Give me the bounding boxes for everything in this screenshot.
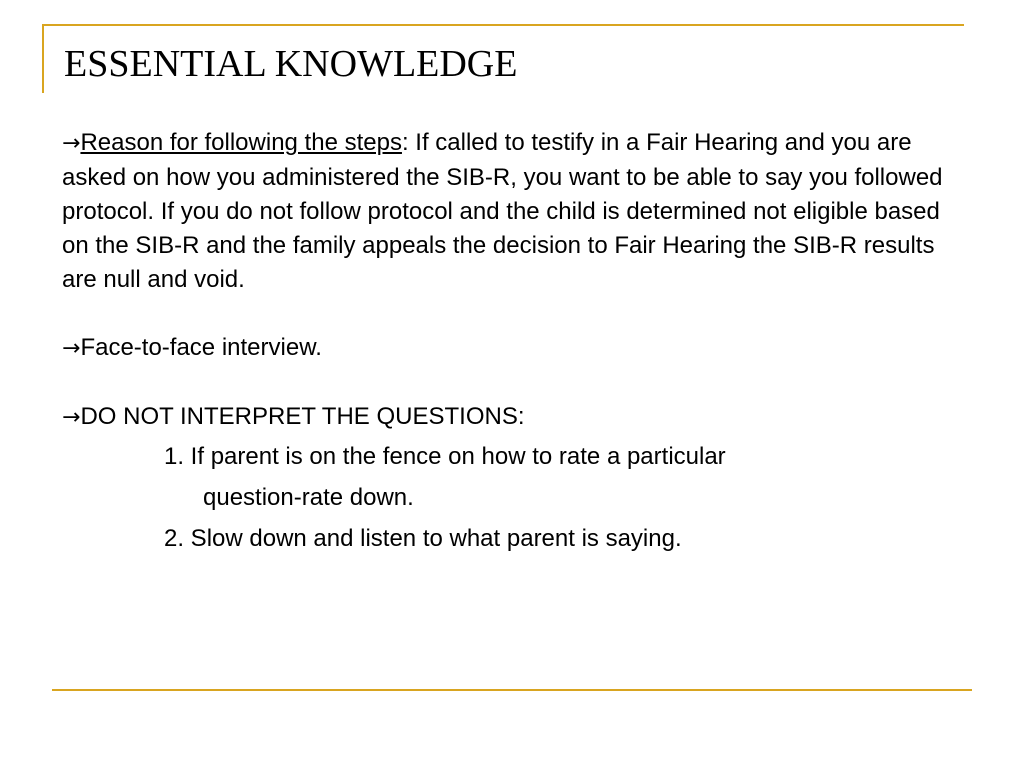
sub-item-slow-down: 2. Slow down and listen to what parent is saying.: [164, 525, 682, 552]
top-border-rule: [43, 24, 964, 26]
arrow-bullet-icon: →: [62, 336, 81, 361]
slide-body: [62, 126, 962, 559]
sub-item-rate-down-continuation: question-rate down.: [203, 484, 414, 511]
arrow-bullet-icon: →: [62, 131, 81, 156]
slide-title: ESSENTIAL KNOWLEDGE: [64, 43, 518, 85]
bullet-reason-text: : If called to testify in a Fair Hearing and you are asked on how you administered the SIB-R, you want to be able to say you followed protocol. If you do not follow protocol and the child is determined not eligible based on the SIB-R and the family appeals the decision to Fair Hearing the SIB-R results are null and void.: [62, 129, 943, 293]
arrow-bullet-icon: →: [62, 405, 81, 430]
bullet-do-not-interpret-text: DO NOT INTERPRET THE QUESTIONS:: [80, 403, 525, 430]
bottom-border-rule: [52, 689, 972, 691]
bullet-face-to-face-text: Face-to-face interview.: [80, 334, 322, 361]
left-accent-rule: [42, 24, 44, 93]
bullet-do-not-interpret: [62, 400, 962, 435]
bullet-face-to-face: [62, 331, 962, 366]
sub-item-rate-down: 1. If parent is on the fence on how to rate a particular: [164, 443, 726, 470]
bullet-reason-lead: Reason for following the steps: [80, 129, 402, 156]
bullet-reason: [62, 126, 962, 297]
